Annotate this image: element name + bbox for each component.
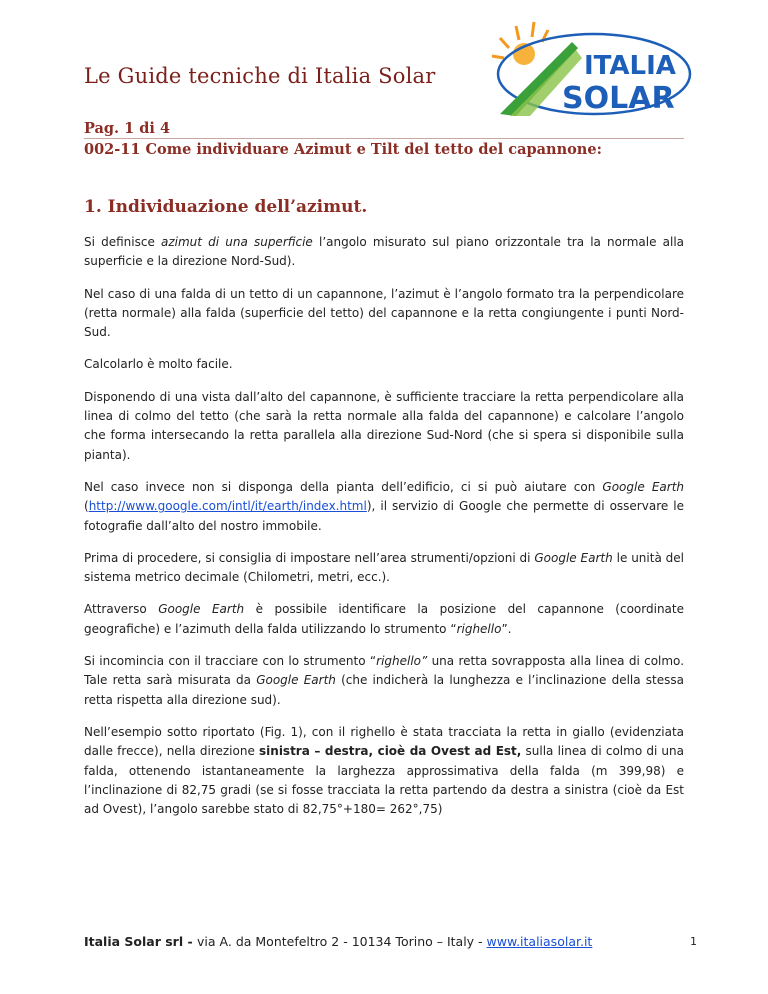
text-run: sulla linea di colmo di una falda, ottenendo istantaneamente la larghezza approssimativa della falda (m 399,98) e l’inclinazione di 82,75 gradi (se si fosse tracciata la retta partendo da destra a sinistra (cioè da Est ad Ovest), l’angolo sarebbe stato di 82,75°+180= 262°,75) <box>84 744 685 817</box>
paragraph-ruler <box>84 652 684 710</box>
page-number: 1 <box>690 935 697 948</box>
document-subtitle: 002-11 Come individuare Azimut e Tilt del tetto del capannone: <box>84 141 602 158</box>
google-earth-link[interactable]: http://www.google.com/intl/it/earth/index.html <box>88 499 367 514</box>
text-run: ”. <box>501 621 512 636</box>
paragraph-plan-view: Disponendo di una vista dall’alto del capannone, è sufficiente tracciare la retta perpendicolare alla linea di colmo del tetto (che sarà la retta normale alla falda del capannone) e calcolare l’angolo che forma intersecando la retta parallela alla direzione Sud-Nord (che si spera si disponibile sulla pianta). <box>84 389 684 462</box>
section-heading: 1. Individuazione dell’azimut. <box>84 197 368 217</box>
logo-text-line2: SOLAR <box>562 81 675 116</box>
text-run: Nell’esempio sotto riportato (Fig. 1), con il righello è stata tracciata la retta in giallo (evidenziata dalle frecce), nella direzione <box>84 724 684 759</box>
page-footer <box>84 934 684 949</box>
page-indicator: Pag. 1 di 4 <box>84 120 684 139</box>
text-run: Si incomincia con il tracciare con lo strumento “ <box>84 654 377 669</box>
paragraph-settings <box>84 549 684 588</box>
emphasis-text: Google Earth <box>256 673 336 688</box>
footer-company: Italia Solar srl - <box>84 934 198 949</box>
paragraph-roof: Nel caso di una falda di un tetto di un capannone, l’azimut è l’angolo formato tra la perpendicolare (retta normale) alla falda (superficie del tetto) del capannone e la retta congiungente i punti Nord-Sud. <box>84 286 684 340</box>
document-title: Le Guide tecniche di Italia Solar <box>84 64 436 88</box>
text-run: ), il servizio di Google che permette di osservare le fotografie dall’alto del nostro immobile. <box>84 499 684 533</box>
body-text <box>84 233 684 832</box>
italia-solar-logo <box>486 18 696 118</box>
logo-text-line1: ITALIA <box>584 51 676 81</box>
logo-graphic <box>486 18 696 118</box>
emphasis-text: Google Earth <box>158 602 245 617</box>
text-run: Prima di procedere, si consiglia di impostare nell’area strumenti/opzioni di <box>84 550 535 565</box>
footer-address: via A. da Montefeltro 2 - 10134 Torino – Italy - <box>197 934 487 949</box>
emphasis-text: Google Earth <box>602 479 685 494</box>
paragraph-identify <box>84 600 684 639</box>
paragraph-definition <box>84 233 684 272</box>
footer-website-link[interactable]: www.italiasolar.it <box>486 934 593 949</box>
text-run: l’angolo misurato sul piano orizzontale tra la normale alla superficie e la direzione Nord-Sud). <box>84 235 685 269</box>
paragraph-google-earth <box>84 478 684 536</box>
text-run: Si definisce <box>84 235 161 249</box>
bold-text: sinistra – destra, cioè da Ovest ad Est, <box>259 744 522 759</box>
emphasis-text: Google Earth <box>534 550 613 565</box>
text-run: è possibile identificare la posizione del capannone (coordinate geografiche) e l’azimuth della falda utilizzando lo strumento “ <box>84 602 684 636</box>
text-run: (che indicherà la lunghezza e l’inclinazione della stessa retta rispetta alla direzione sud). <box>84 673 684 707</box>
text-run: le unità del sistema metrico decimale (Chilometri, metri, ecc.). <box>84 550 684 585</box>
emphasis-text: righello” <box>376 654 428 669</box>
paragraph-easy: Calcolarlo è molto facile. <box>84 357 233 372</box>
text-run: una retta sovrapposta alla linea di colmo. Tale retta sarà misurata da <box>84 654 685 688</box>
emphasis-text: azimut di una superficie <box>161 235 313 249</box>
text-run: ( <box>84 499 89 514</box>
emphasis-text: righello <box>456 621 502 636</box>
text-run: Attraverso <box>84 602 159 617</box>
text-run: Nel caso invece non si disponga della pianta dell’edificio, ci si può aiutare con <box>84 479 603 494</box>
paragraph-example <box>84 723 684 819</box>
